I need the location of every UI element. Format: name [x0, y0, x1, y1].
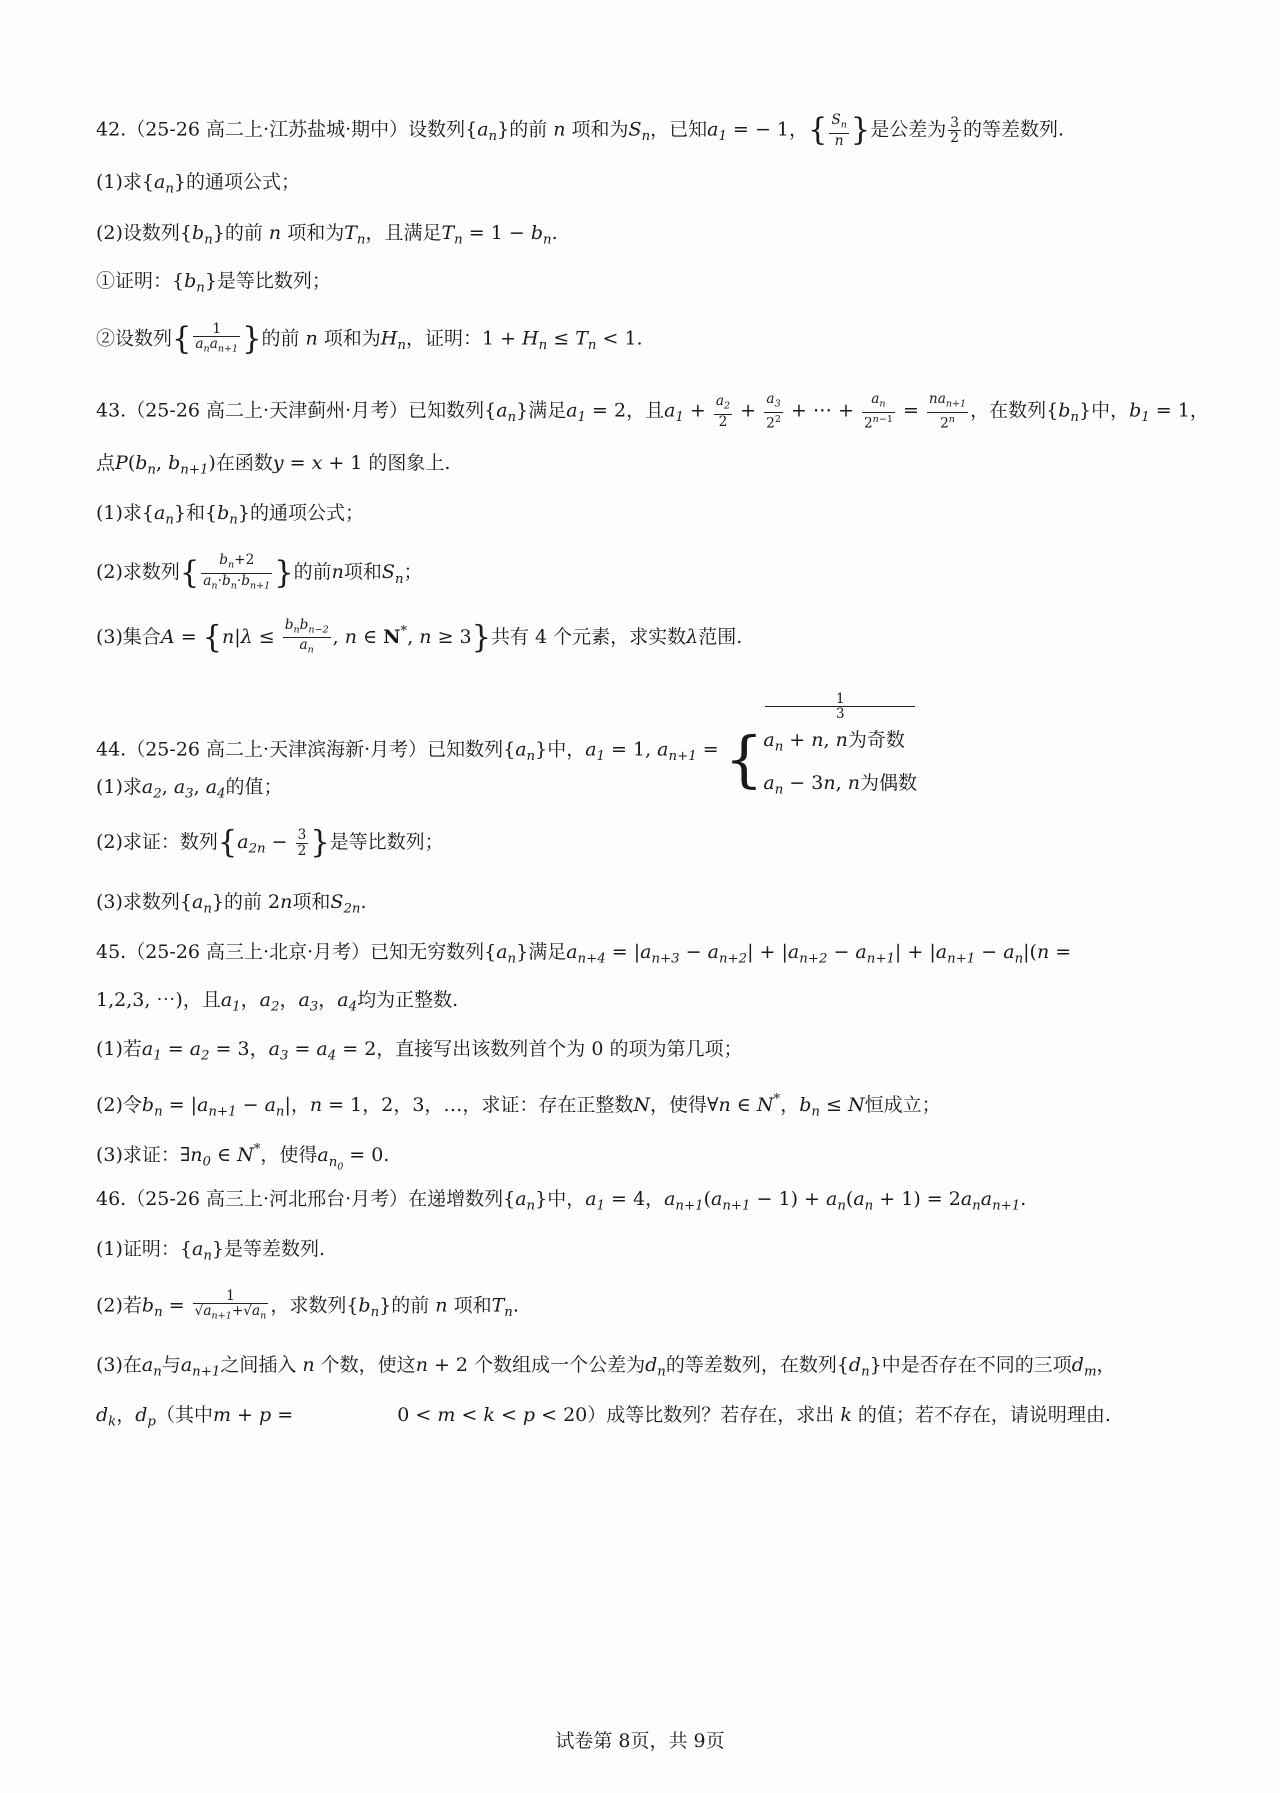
- q46-part3-cont: $d_k$，$d_p$（其中m + p = 0 < m < k < p < 20）成等比数列？若存在，求出 k 的值；若不存在，请说明理由.: [96, 1404, 1111, 1430]
- q42-part2: (2)设数列$\{b_n\}$的前 n 项和为$T_n$，且满足$T_n = 1 - b_n$.: [96, 222, 558, 248]
- q42-head: 42.（25-26 高二上·江苏盐城·期中）设数列$\{a_n\}$的前 n 项和为$S_n$，已知$a_1$ = − 1，{ $\frac{S_n}{n}$ }是公差为 $\frac{3}{2}$ 的等差数列.: [96, 112, 1065, 149]
- q44-head: 44.（25-26 高二上·天津滨海新·月考）已知数列$\{a_n\}$中，$a_1 = 1$, $a_{n+1}$ = { 1 3 $a_n + n$, n为奇数 $a_n - 3n$, n为偶数: [96, 691, 917, 798]
- q45-head-cont: 1,2,3, ⋯)，且$a_1$，$a_2$，$a_3$，$a_4$均为正整数.: [96, 989, 459, 1015]
- page-footer: 试卷第 8页，共 9页: [555, 1730, 725, 1752]
- q43-head: 43.（25-26 高二上·天津蓟州·月考）已知数列$\{a_n\}$满足$a_1 = 2$，且$a_1$ + $\frac{a_2}{2}$ + $\frac{a_3}{2^2}$ + ⋯ + $\frac{a_n}{2^{n-1}}$ = $\frac{na_{n+1}}{2^n}$ ，在数列$\{b_n\}$中，$b_1 = 1$，: [96, 391, 1209, 432]
- q46-part3: (3)在$a_n$与$a_{n+1}$之间插入 n 个数，使这n + 2 个数组成一个公差为$d_n$的等差数列，在数列$\{d_n\}$中是否存在不同的三项$d_m$，: [96, 1354, 1116, 1380]
- q44-part3: (3)求数列$\{a_n\}$的前 2n项和$S_{2n}$.: [96, 891, 367, 917]
- q42-part2b: ②设数列{ $\frac{1}{a_na_{n+1}}$ }的前 n 项和为$H_n$，证明：$1 + H_n \le T_n < 1$.: [96, 321, 643, 358]
- q43-head-cont: 点$P(b_n$, $b_{n+1}$)在函数y = x + 1 的图象上.: [96, 452, 451, 478]
- q42-part2a: ①证明：$\{b_n\}$是等比数列；: [96, 270, 331, 296]
- q43-part1: (1)求$\{a_n\}$和$\{b_n\}$的通项公式；: [96, 502, 364, 528]
- q43-part3: (3)集合A = {n|λ ≤ $\frac{b_nb_{n-2}}{a_n}$ , n ∈ N*, n ≥ 3}共有 4 个元素，求实数λ范围.: [96, 616, 743, 656]
- q43-part2: (2)求数列{ $\frac{b_n+2}{a_n\cdot b_n\cdot b_{n+1}}$ }的前n项和$S_n$；: [96, 552, 423, 592]
- q44-part1: (1)求$a_2$, $a_3$, $a_4$的值；: [96, 776, 283, 802]
- q44-part2: (2)求证：数列{$a_{2n}$ − $\frac{3}{2}$ }是等比数列；: [96, 825, 444, 861]
- q46-head: 46.（25-26 高三上·河北邢台·月考）在递增数列$\{a_n\}$中，$a_1 = 4$，$a_{n+1}(a_{n+1} - 1) + a_n(a_n + 1) = 2a_na_{n+1}$.: [96, 1188, 1027, 1214]
- q45-part2: (2)令$b_n = |a_{n+1} - a_n|$，n = 1，2，3，…，求证：存在正整数N，使得∀n ∈ N*，$b_n \le N$恒成立；: [96, 1092, 941, 1120]
- q45-head: 45.（25-26 高三上·北京·月考）已知无穷数列$\{a_n\}$满足$a_{n+4} = |a_{n+3} - a_{n+2}| + |a_{n+2} - a_{n+1}| + |a_{n+1} - a_n|(n$ =: [96, 941, 1072, 967]
- q42-part1: (1)求$\{a_n\}$的通项公式；: [96, 171, 301, 197]
- q46-part1: (1)证明：$\{a_n\}$是等差数列.: [96, 1238, 326, 1264]
- q45-part1: (1)若$a_1 = a_2 = 3$，$a_3 = a_4 = 2$，直接写出该数列首个为 0 的项为第几项；: [96, 1038, 743, 1064]
- q45-part3: (3)求证：$\exists n_0$ ∈ N*，使得$a_{n_0} = 0$.: [96, 1142, 390, 1172]
- q46-part2: (2)若$b_n$ = $\frac{1}{√a_{n+1}+√a_n}$ ，求数列$\{b_n\}$的前 n 项和$T_n$.: [96, 1288, 519, 1322]
